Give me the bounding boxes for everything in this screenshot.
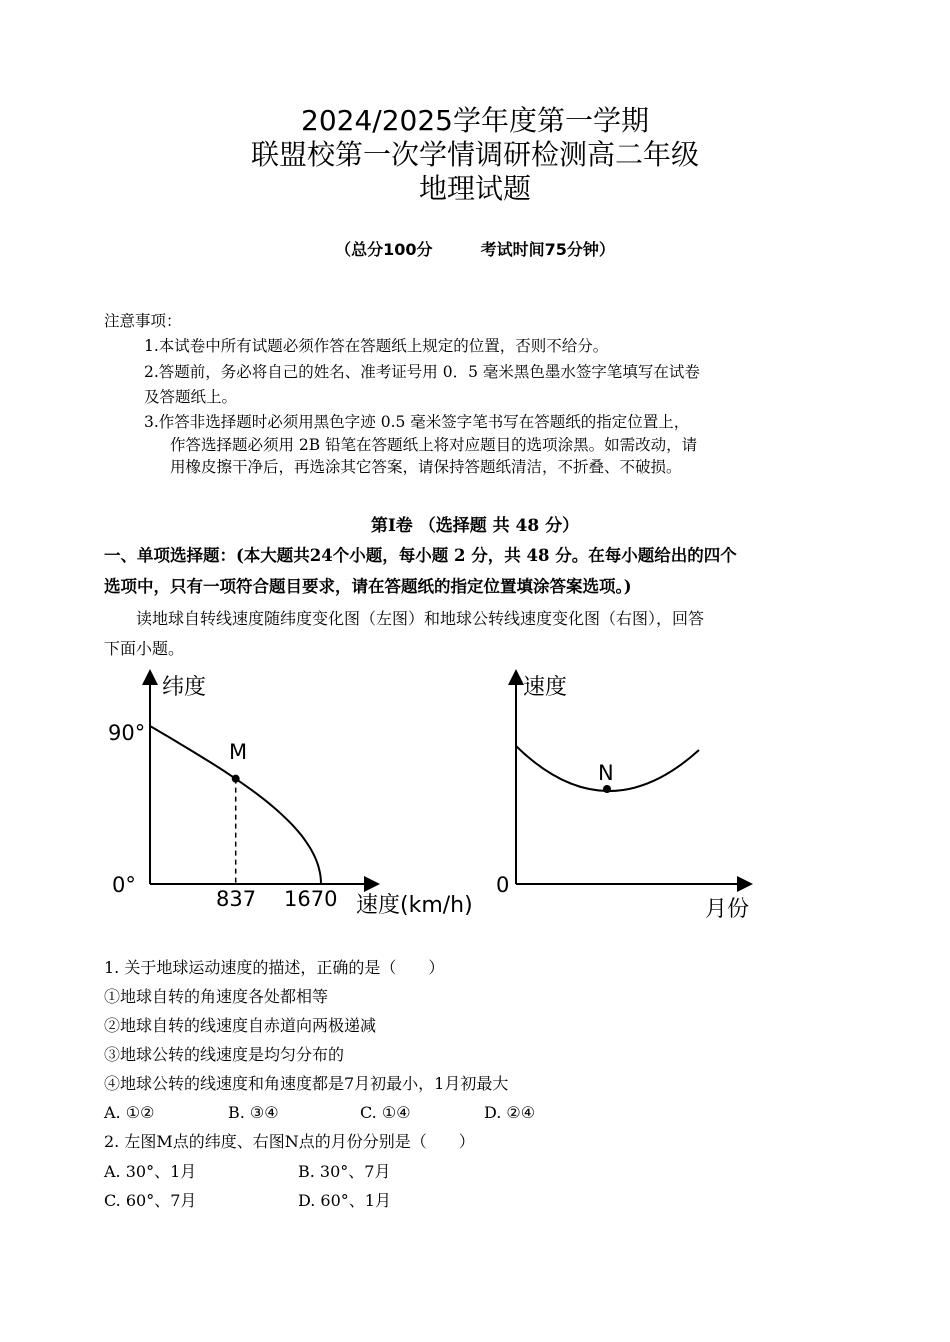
q1-stem: 1. 关于地球运动速度的描述，正确的是（ ） — [104, 958, 445, 977]
note-item-3-line-2: 作答选择题必须用 2B 铅笔在答题纸上将对应题目的选项涂黑。如需改动，请 — [170, 436, 698, 454]
note-item-3-line-1: 3.作答非选择题时必须用黑色字迹 0.5 毫米签字笔书写在答题纸的指定位置上， — [144, 413, 690, 431]
left-chart — [108, 675, 473, 918]
q1-option-c: C. ①④ — [360, 1103, 411, 1122]
title-line-2: 联盟校第一次学情调研检测高二年级 — [250, 138, 699, 171]
q1-statement-2: ②地球自转的线速度自赤道向两极递减 — [104, 1016, 377, 1035]
q1-option-d: D. ②④ — [484, 1103, 536, 1122]
label-n: N — [598, 761, 614, 785]
q2-option-b: B. 30°、7月 — [298, 1162, 391, 1181]
note-item-1: 1.本试卷中所有试题必须作答在答题纸上规定的位置，否则不给分。 — [144, 337, 609, 355]
intro-line-1: 读地球自转线速度随纬度变化图（左图）和地球公转线速度变化图（右图），回答 — [136, 609, 705, 628]
point-n — [603, 785, 611, 793]
note-item-3-line-3: 用橡皮擦干净后，再选涂其它答案，请保持答题纸清洁，不折叠、不破损。 — [170, 458, 682, 476]
label-m: M — [229, 740, 248, 764]
time-info: 考试时间75分钟） — [480, 240, 615, 259]
q1-option-b: B. ③④ — [228, 1103, 279, 1122]
q2-stem: 2. 左图M点的纬度、右图N点的月份分别是（ ） — [104, 1132, 475, 1151]
q2-option-c: C. 60°、7月 — [104, 1191, 197, 1210]
point-m — [232, 775, 240, 783]
right-chart — [496, 675, 749, 922]
right-y-label: 速度 — [523, 675, 568, 700]
title-line-3: 地理试题 — [418, 172, 531, 205]
section-instruction-line-1: 一、单项选择题：(本大题共24个小题，每小题 2 分，共 48 分。在每小题给出的四个 — [104, 546, 737, 565]
section-title: 第Ⅰ卷 （选择题 共 48 分） — [370, 516, 580, 536]
left-x-label: 速度(km/h) — [356, 893, 473, 918]
figures — [0, 660, 950, 930]
q2-option-a: A. 30°、1月 — [104, 1162, 197, 1181]
note-item-2-line-1: 2.答题前，务必将自己的姓名、准考证号用 0．5 毫米黑色墨水签字笔填写在试卷 — [144, 363, 700, 381]
q1-statement-1: ①地球自转的角速度各处都相等 — [104, 987, 329, 1006]
q2-option-d: D. 60°、1月 — [298, 1191, 391, 1210]
right-x-label: 月份 — [705, 897, 750, 922]
q1-statement-3: ③地球公转的线速度是均匀分布的 — [104, 1045, 345, 1064]
left-x-tick-837: 837 — [216, 887, 257, 911]
section-instruction-line-2: 选项中，只有一项符合题目要求，请在答题纸的指定位置填涂答案选项。) — [104, 577, 632, 596]
note-item-2-line-2: 及答题纸上。 — [144, 388, 238, 406]
left-y-label: 纬度 — [162, 675, 207, 700]
q1-statement-4: ④地球公转的线速度和角速度都是7月初最小，1月初最大 — [104, 1074, 509, 1093]
left-x-tick-1670: 1670 — [284, 887, 338, 911]
q1-option-a: A. ①② — [104, 1103, 155, 1122]
exam-info — [0, 237, 950, 260]
notes-heading: 注意事项： — [104, 312, 182, 330]
left-y-tick-90: 90° — [108, 721, 146, 745]
score-info: （总分100分 — [335, 240, 433, 259]
right-origin-label: 0 — [496, 873, 510, 897]
title-line-1: 2024/2025学年度第一学期 — [301, 104, 649, 137]
left-y-tick-0: 0° — [112, 873, 136, 897]
intro-line-2: 下面小题。 — [104, 639, 185, 658]
